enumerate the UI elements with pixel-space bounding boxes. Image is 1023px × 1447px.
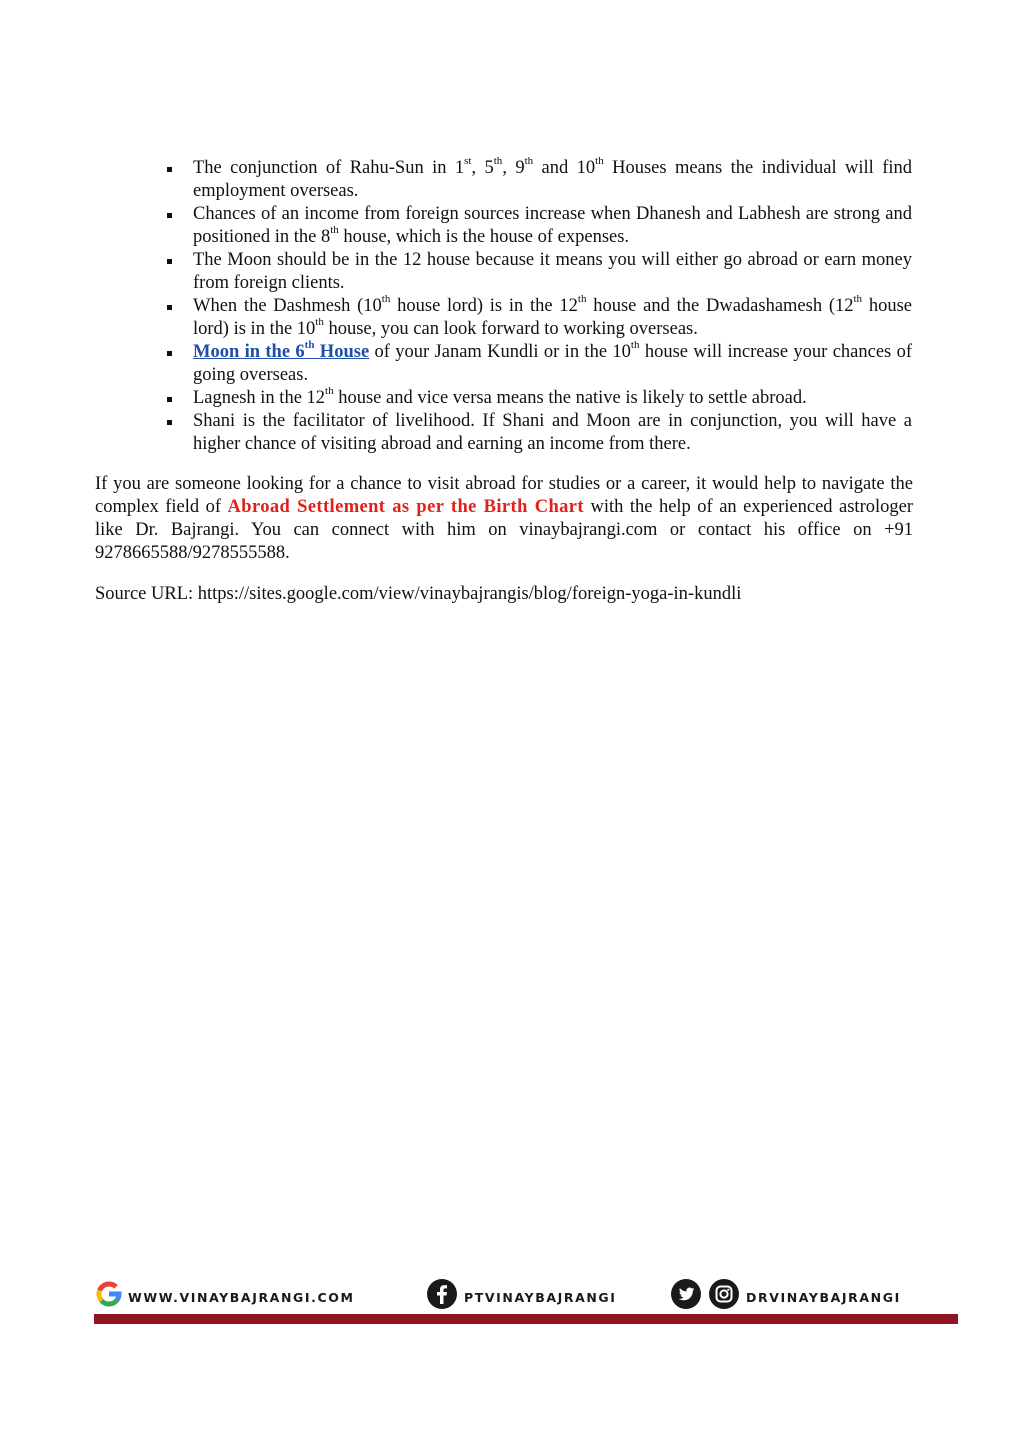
bullet-text: house and the Dwadashamesh (12	[586, 296, 854, 316]
bullet-text: house lord) is in the 10	[193, 296, 912, 339]
bullet-text: House	[314, 342, 370, 362]
footer-rule	[94, 1314, 958, 1324]
instagram-icon	[708, 1278, 740, 1317]
bullet-text: When the Dashmesh (10	[193, 296, 382, 316]
source-url: Source URL: https://sites.google.com/view/vinaybajrangis/blog/foreign-yoga-in-kundli	[95, 584, 742, 604]
superscript: th	[853, 292, 863, 305]
paragraph-text-after: with the help of an experienced astrologer like Dr. Bajrangi. You can connect with him on vinaybajrangi.com or contact his office on +91 9278665588/9278555588.	[95, 497, 913, 563]
superscript: st	[464, 154, 472, 167]
facebook-link[interactable]	[426, 1282, 617, 1312]
facebook-handle: PTVINAYBAJRANGI	[464, 1289, 617, 1305]
bullet-item	[160, 154, 913, 203]
bullet-text: house, which is the house of expenses.	[338, 227, 630, 247]
paragraph-text-before: If you are someone looking for a chance to visit abroad for studies or a career, it would help to navigate the complex field of	[95, 474, 913, 517]
moon-in-6th-house-link[interactable]	[193, 338, 370, 362]
bullet-item	[160, 249, 912, 295]
superscript: th	[524, 154, 534, 167]
superscript: th	[325, 384, 334, 397]
bullet-text: of your Janam Kundli or in the 10	[369, 342, 631, 362]
bullet-text: The Moon should be in the 12 house because it means you will either go abroad or earn money from foreign clients.	[193, 250, 912, 293]
bullet-item	[160, 292, 912, 341]
bullet-text: and 10	[533, 158, 596, 178]
social-links[interactable]	[670, 1282, 901, 1312]
twitter-icon	[670, 1278, 702, 1317]
bullet-text: Chances of an income from foreign sources increase when Dhanesh and Labhesh are strong and positioned in the 8	[193, 204, 912, 247]
facebook-icon	[426, 1278, 458, 1317]
superscript: th	[595, 154, 604, 167]
superscript: th	[493, 154, 503, 167]
bullet-item	[160, 203, 912, 249]
bullet-text: Houses means the individual will find employment overseas.	[193, 158, 913, 201]
bullet-text: The conjunction of Rahu-Sun in 1	[193, 158, 465, 178]
bullet-text: house lord) is in the 12	[390, 296, 578, 316]
bullet-text: Shani is the facilitator of livelihood. If Shani and Moon are in conjunction, you will have a higher chance of visiting abroad and earning an income from there.	[193, 411, 912, 454]
superscript: th	[577, 292, 587, 305]
closing-paragraph	[95, 473, 913, 565]
bullet-list	[160, 154, 913, 456]
bullet-text: , 5	[471, 158, 494, 178]
social-handle: DRVINAYBAJRANGI	[746, 1289, 901, 1305]
bullet-text: Moon in the 6	[193, 342, 305, 362]
bullet-text: house will increase your chances of going overseas.	[193, 342, 913, 385]
bullet-text: Lagnesh in the 12	[193, 388, 326, 408]
superscript: th	[315, 315, 324, 328]
superscript: th	[630, 338, 640, 351]
bullet-text: house and vice versa means the native is likely to settle abroad.	[333, 388, 807, 408]
abroad-settlement-highlight: Abroad Settlement as per the Birth Chart	[227, 497, 584, 517]
bullet-item	[160, 384, 912, 410]
bullet-text: house, you can look forward to working overseas.	[323, 319, 698, 339]
superscript: th	[304, 338, 315, 351]
google-icon	[96, 1281, 122, 1314]
bullet-text: , 9	[502, 158, 525, 178]
website-text: WWW.VINAYBAJRANGI.COM	[128, 1289, 355, 1305]
bullet-item	[160, 410, 912, 456]
superscript: th	[330, 223, 339, 236]
superscript: th	[381, 292, 391, 305]
website-link[interactable]	[96, 1282, 355, 1312]
bullet-item	[160, 338, 913, 387]
footer-banner	[94, 1278, 958, 1326]
